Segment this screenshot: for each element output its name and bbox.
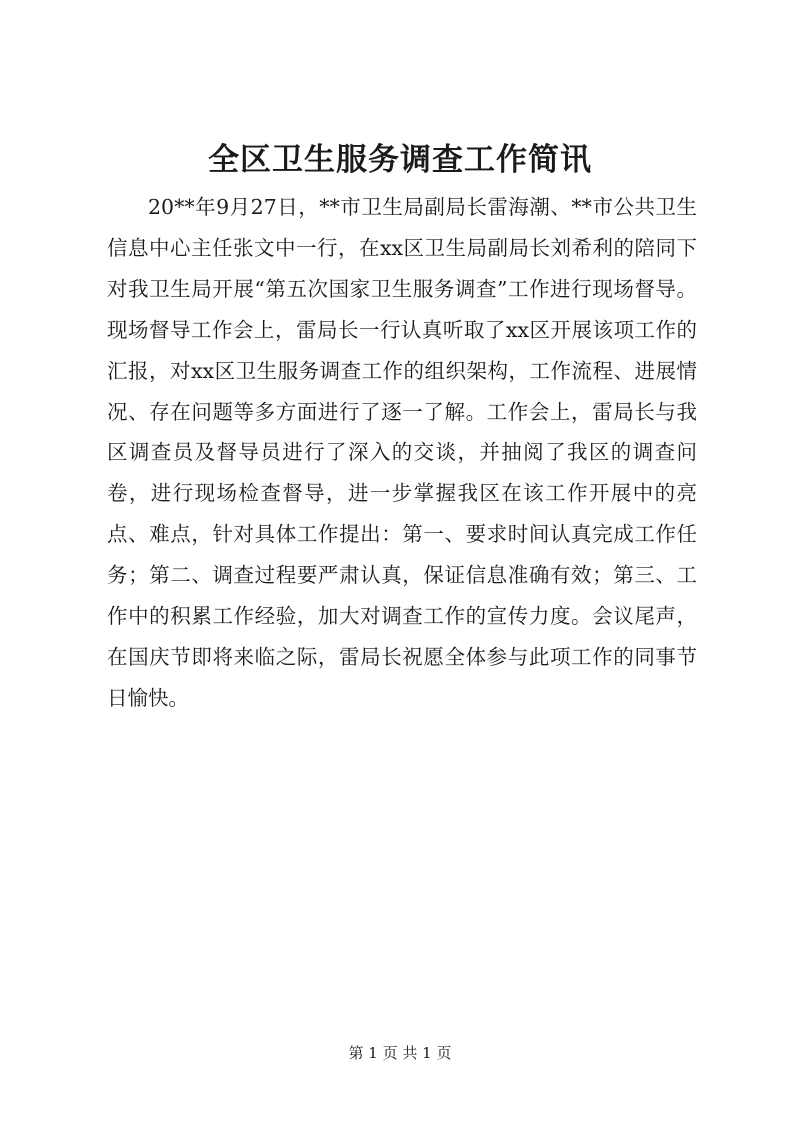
page-footer: 第 1 页 共 1 页 [348, 1044, 452, 1062]
document-title: 全区卫生服务调查工作简讯 [208, 142, 592, 178]
body-paragraph: 20**年9月27日，**市卫生局副局长雷海潮、**市公共卫生信息中心主任张文中一行，在xx区卫生局副局长刘希利的陪同下对我卫生局开展“第五次国家卫生服务调查”工作进行现场督导。现场督导工作会上，雷局长一行认真听取了xx区开展该项工作的汇报，对xx区卫生服务调查工作的组织架构，工作流程、进展情况、存在问题等多方面进行了逐一了解。工作会上，雷局长与我区调查员及督导员进行了深入的交谈，并抽阅了我区的调查问卷，进行现场检查督导，进一步掌握我区在该工作开展中的亮点、难点，针对具体工作提出：第一、要求时间认真完成工作任务；第二、调查过程要严肃认真，保证信息准确有效；第三、工作中的积累工作经验，加大对调查工作的宣传力度。会议尾声，在国庆节即将来临之际，雷局长祝愿全体参与此项工作的同事节日愉快。 [107, 195, 697, 710]
